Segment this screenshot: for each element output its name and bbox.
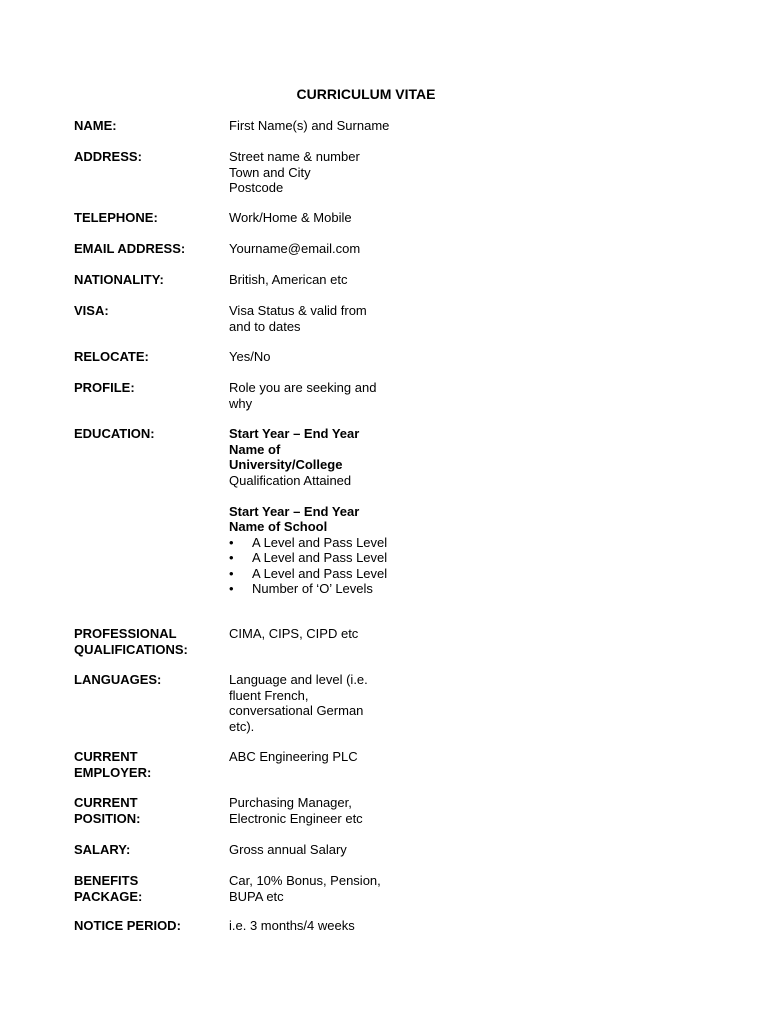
position-line: Electronic Engineer etc: [229, 810, 363, 826]
languages-line: Language and level (i.e.: [229, 672, 368, 687]
address-line: Street name & number: [229, 149, 360, 164]
position-label: [74, 795, 224, 826]
education-label: EDUCATION:: [74, 426, 155, 441]
position-line: Purchasing Manager,: [229, 795, 352, 810]
email-label: EMAIL ADDRESS:: [74, 241, 186, 256]
profile-line: why: [229, 395, 253, 411]
professional-value: CIMA, CIPS, CIPD etc: [229, 626, 359, 641]
benefits-line: Car, 10% Bonus, Pension,: [229, 873, 381, 888]
professional-label: [74, 626, 224, 657]
list-item: • Number of ‘O’ Levels: [229, 581, 409, 597]
address-line: Postcode: [229, 180, 284, 195]
languages-line: etc).: [229, 718, 255, 734]
school-years: Start Year – End Year: [229, 503, 360, 519]
university-name: Name of: [229, 441, 281, 457]
list-item: • A Level and Pass Level: [229, 566, 409, 582]
address-label: ADDRESS:: [74, 149, 142, 164]
telephone-label: TELEPHONE:: [74, 210, 158, 225]
professional-label-line: QUALIFICATIONS:: [74, 641, 188, 657]
visa-value: [229, 303, 409, 334]
languages-label: LANGUAGES:: [74, 672, 162, 687]
visa-line: Visa Status & valid from: [229, 303, 367, 318]
position-label-line: POSITION:: [74, 810, 141, 826]
name-label: NAME:: [74, 118, 117, 133]
benefits-label: [74, 873, 224, 904]
telephone-value: Work/Home & Mobile: [229, 210, 352, 225]
address-value: [229, 149, 409, 196]
profile-line: Role you are seeking and: [229, 380, 377, 395]
languages-line: fluent French,: [229, 687, 309, 703]
benefits-line: BUPA etc: [229, 888, 284, 904]
notice-value: i.e. 3 months/4 weeks: [229, 918, 355, 933]
salary-value: Gross annual Salary: [229, 842, 347, 857]
education-spacer: [229, 488, 409, 504]
benefits-value: [229, 873, 409, 904]
relocate-label: RELOCATE:: [74, 349, 149, 364]
university-qualification: Qualification Attained: [229, 472, 352, 488]
employer-value: ABC Engineering PLC: [229, 749, 358, 764]
document-title: CURRICULUM VITAE: [296, 86, 436, 102]
benefits-label-line: PACKAGE:: [74, 888, 143, 904]
name-value: First Name(s) and Surname: [229, 118, 390, 133]
nationality-label: NATIONALITY:: [74, 272, 164, 287]
visa-label: VISA:: [74, 303, 109, 318]
visa-line: and to dates: [229, 318, 301, 334]
salary-label: SALARY:: [74, 842, 131, 857]
university-years: Start Year – End Year: [229, 426, 360, 441]
employer-label-line: CURRENT: [74, 749, 138, 764]
profile-value: [229, 380, 409, 411]
email-value: Yourname@email.com: [229, 241, 361, 256]
school-levels-list: [229, 535, 409, 597]
position-label-line: CURRENT: [74, 795, 138, 810]
professional-label-line: PROFESSIONAL: [74, 626, 177, 641]
profile-label: PROFILE:: [74, 380, 135, 395]
position-value: [229, 795, 409, 826]
list-item: • A Level and Pass Level: [229, 550, 409, 566]
relocate-value: Yes/No: [229, 349, 271, 364]
university-name: University/College: [229, 457, 343, 472]
languages-value: [229, 672, 409, 734]
school-name: Name of School: [229, 519, 328, 534]
address-line: Town and City: [229, 164, 311, 180]
languages-line: conversational German: [229, 703, 364, 718]
employer-label-line: EMPLOYER:: [74, 764, 152, 780]
notice-label: NOTICE PERIOD:: [74, 918, 181, 933]
employer-label: [74, 749, 224, 780]
benefits-label-line: BENEFITS: [74, 873, 139, 888]
nationality-value: British, American etc: [229, 272, 348, 287]
list-item: • A Level and Pass Level: [229, 535, 409, 551]
education-value: [229, 426, 409, 597]
